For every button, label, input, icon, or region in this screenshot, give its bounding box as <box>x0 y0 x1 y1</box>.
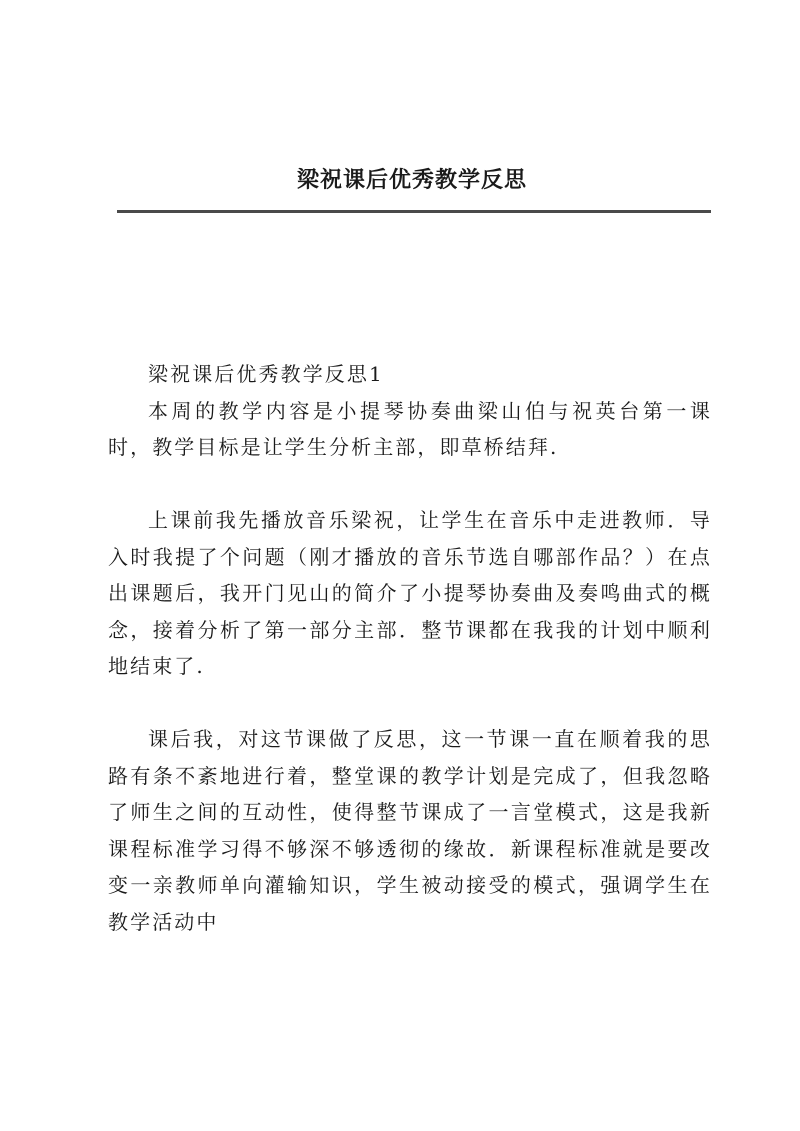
document-title: 梁祝课后优秀教学反思 <box>296 167 527 193</box>
paragraph-1: 本周的教学内容是小提琴协奏曲梁山伯与祝英台第一课时，教学目标是让学生分析主部，即草桥结拜. <box>108 398 712 459</box>
document-body <box>108 356 712 940</box>
paragraph-3: 课后我，对这节课做了反思，这一节课一直在顺着我的思路有条不紊地进行着，整堂课的教学计划是完成了，但我忽略了师生之间的互动性，使得整节课成了一言堂模式，这是我新课程标准学习得不够深不够透彻的缘故．新课程标准就是要改变一亲教师单向灌输知识，学生被动接受的模式，强调学生在教学活动中 <box>108 727 712 934</box>
paragraph-2: 上课前我先播放音乐梁祝，让学生在音乐中走进教师．导入时我提了个问题（刚才播放的音乐节选自哪部作品？）在点出课题后，我开门见山的简介了小提琴协奏曲及奏鸣曲式的概念，接着分析了第一部分主部．整节课都在我我的计划中顺利地结束了. <box>108 508 712 678</box>
title-divider <box>117 210 711 213</box>
section-heading: 梁祝课后优秀教学反思1 <box>148 362 384 386</box>
